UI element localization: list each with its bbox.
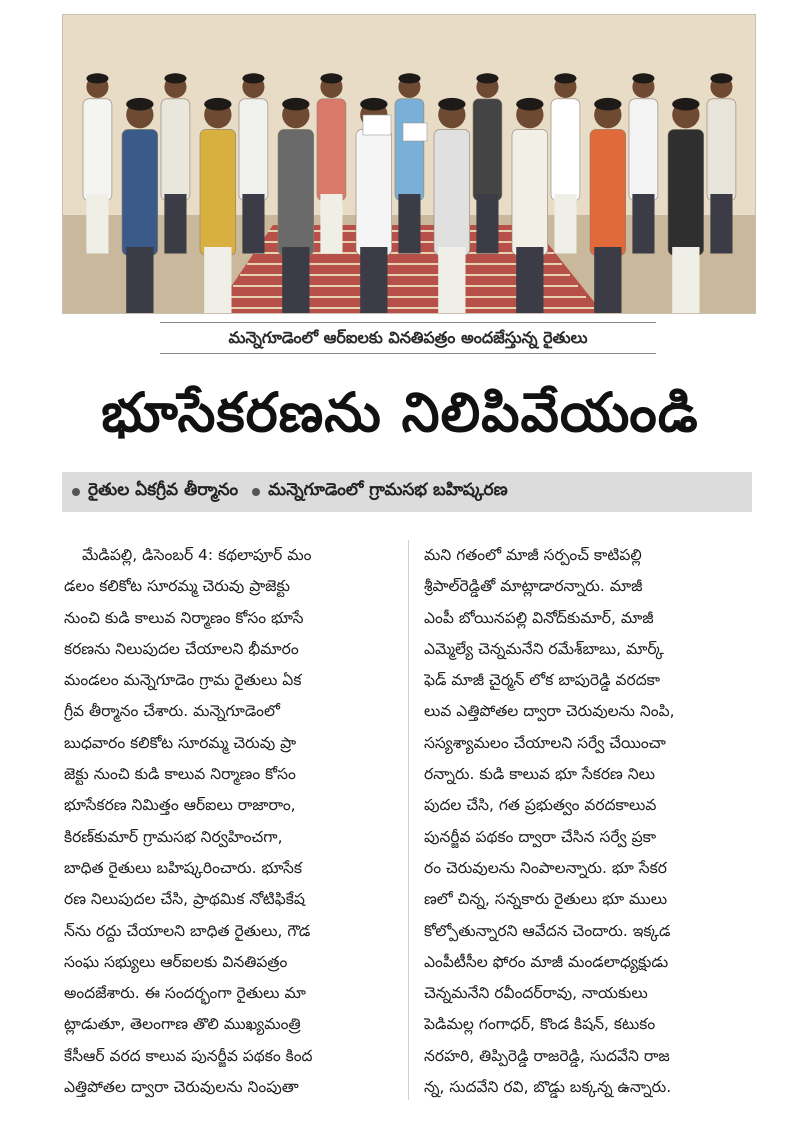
- person-body: [278, 129, 314, 255]
- person-legs: [710, 194, 732, 254]
- subheading-bar: [62, 472, 752, 512]
- person-hair: [126, 98, 153, 111]
- article-line: కిరణ్‌కుమార్ గ్రామసభ నిర్వహించగా,: [64, 827, 283, 846]
- article-line: భూసేకరణ నిమిత్తం ఆర్ఐలు రాజారాం,: [64, 796, 296, 815]
- article-line: రం చెరువులను నింపాలన్నారు. భూ సేకర: [424, 858, 667, 877]
- person-legs: [282, 247, 309, 313]
- article-line: రన్నారు. కుడి కాలువ భూ సేకరణ నిలు: [424, 765, 656, 784]
- person-body: [707, 99, 736, 201]
- person-body: [122, 129, 158, 255]
- article-line: ఎంపీటీసీల ఫోరం మాజీ మండలాధ్యక్షుడు: [424, 952, 669, 971]
- article-line: ణలో చిన్న, సన్నకారు రైతులు భూ ములు: [424, 890, 668, 909]
- article-line: నరహరి, తిప్పిరెడ్డి రాజరెడ్డి, సుదవేని రాజ: [424, 1046, 670, 1065]
- person-body: [551, 99, 580, 201]
- person-legs: [476, 194, 498, 254]
- article-line: పునర్జీవ పథకం ద్వారా చేసిన సర్వే ప్రకా: [424, 827, 657, 846]
- article-line: శ్రీపాల్‌రెడ్డితో మాట్లాడారన్నారు. మాజీ: [424, 577, 643, 596]
- person-legs: [632, 194, 654, 254]
- person-body: [512, 129, 548, 255]
- bullet-icon: [252, 488, 260, 496]
- bullet-icon: [72, 488, 80, 496]
- person-legs: [438, 247, 465, 313]
- person-body: [200, 129, 236, 255]
- person-legs: [86, 194, 108, 254]
- person-body: [356, 129, 392, 255]
- article-line: ఫెడ్ మాజీ చైర్మన్ లోక బాపురెడ్డి వరదకా: [424, 671, 661, 690]
- person-legs: [164, 194, 186, 254]
- person-hair: [164, 73, 186, 83]
- subheading-item: [72, 480, 238, 504]
- article-line: పెడిమల్ల గంగాధర్, కొండ కిషన్, కటుకం: [424, 1015, 656, 1034]
- article-line: సస్యశ్యామలం చేయాలని సర్వే చేయించా: [424, 733, 666, 752]
- article-line: చెన్నమనేని రవీందర్‌రావు, నాయకులు: [424, 984, 648, 1003]
- person-hair: [554, 73, 576, 83]
- person-legs: [320, 194, 342, 254]
- article-line: ఎంపీ బోయినపల్లి వినోద్‌కుమార్, మాజీ: [424, 608, 654, 627]
- person-legs: [554, 194, 576, 254]
- article-line: గ్రీవ తీర్మానం చేశారు. మన్నెగూడెంలో: [64, 702, 280, 721]
- person-hair: [438, 98, 465, 111]
- person-hair: [516, 98, 543, 111]
- article-line: మండలం మన్నెగూడెం గ్రామ రైతులు ఏక: [64, 671, 302, 690]
- article-line: ట్లాడుతూ, తెలంగాణ తొలి ముఖ్యమంత్రి: [64, 1015, 301, 1034]
- person-hair: [360, 98, 387, 111]
- article-column-left: [64, 540, 400, 1103]
- person-body: [434, 129, 470, 255]
- person-hair: [86, 73, 108, 83]
- article-line: రణ నిలుపుదల చేసి, ప్రాథమిక నోటిఫికేష: [64, 890, 305, 909]
- person-body: [668, 129, 704, 255]
- person-body: [395, 99, 424, 201]
- subheading-text: మన్నెగూడెంలో గ్రామసభ బహిష్కరణ: [268, 480, 508, 500]
- article-line: డలం కలికోట సూరమ్మ చెరువు ప్రాజెక్టు: [64, 577, 290, 596]
- person-legs: [126, 247, 153, 313]
- article-line: ఎమ్మెల్యే చెన్నమనేని రమేశ్‌బాబు, మార్క్: [424, 639, 664, 658]
- person-legs: [242, 194, 264, 254]
- news-photo: [62, 14, 756, 314]
- article-column-right: [424, 540, 760, 1103]
- person-legs: [360, 247, 387, 313]
- article-line: అందజేశారు. ఈ సందర్భంగా రైతులు మా: [64, 984, 306, 1003]
- article-line: కేసీఆర్ వరద కాలువ పునర్జీవ పథకం కింద: [64, 1046, 313, 1065]
- person-hair: [282, 98, 309, 111]
- subheading-item: [252, 480, 508, 504]
- person-hair: [204, 98, 231, 111]
- person-legs: [594, 247, 621, 313]
- article-line: న్న, సుదవేని రవి, బొడ్డు బక్కన్న ఉన్నారు.: [424, 1078, 672, 1097]
- petition-paper: [403, 123, 427, 141]
- article-line: కోల్పోతున్నారని ఆవేదన చెందారు. ఇక్కడ: [424, 921, 671, 940]
- person-hair: [242, 73, 264, 83]
- photo-caption: మన్నెగూడెంలో ఆర్ఐలకు వినతిపత్రం అందజేస్తున్న రైతులు: [160, 322, 656, 354]
- group-photo-image: [63, 15, 755, 313]
- person-body: [161, 99, 190, 201]
- person-legs: [672, 247, 699, 313]
- person-hair: [710, 73, 732, 83]
- article-line: జెక్టు నుంచి కుడి కాలువ నిర్మాణం కోసం: [64, 765, 296, 784]
- person-legs: [398, 194, 420, 254]
- person-hair: [476, 73, 498, 83]
- article-line: కరణను నిలుపుదల చేయాలని భీమారం: [64, 639, 299, 658]
- headline: భూసేకరణను నిలిపివేయండి: [101, 381, 699, 444]
- column-divider: [408, 540, 409, 1100]
- article-line: బాధిత రైతులు బహిష్కరించారు. భూసేక: [64, 858, 303, 877]
- article-line: సంఘ సభ్యులు ఆర్ఐలకు వినతిపత్రం: [64, 952, 288, 971]
- article-line: మేడిపల్లి, డిసెంబర్ 4: కథలాపూర్ మం: [82, 546, 312, 564]
- article-line: మని గతంలో మాజీ సర్పంచ్ కాటిపల్లి: [424, 546, 642, 564]
- person-hair: [632, 73, 654, 83]
- subheading-text: రైతుల ఏకగ్రీవ తీర్మానం: [88, 480, 239, 500]
- person-legs: [204, 247, 231, 313]
- article-line: నుంచి కుడి కాలువ నిర్మాణం కోసం భూసే: [64, 608, 304, 627]
- person-body: [473, 99, 502, 201]
- article-line: ఎత్తిపోతల ద్వారా చెరువులను నింపుతా: [64, 1078, 299, 1097]
- article-line: లువ ఎత్తిపోతల ద్వారా చెరువులను నింపి,: [424, 702, 675, 721]
- article-line: బుధవారం కలికోట సూరమ్మ చెరువు ప్రా: [64, 733, 297, 752]
- person-body: [317, 99, 346, 201]
- person-body: [83, 99, 112, 201]
- article-line: న్‌ను రద్దు చేయాలని బాధిత రైతులు, గౌడ: [64, 921, 311, 940]
- person-body: [239, 99, 268, 201]
- person-legs: [516, 247, 543, 313]
- person-body: [629, 99, 658, 201]
- person-hair: [594, 98, 621, 111]
- person-hair: [320, 73, 342, 83]
- person-hair: [398, 73, 420, 83]
- person-hair: [672, 98, 699, 111]
- petition-paper: [363, 115, 391, 135]
- article-line: పుదల చేసి, గత ప్రభుత్వం వరదకాలువ: [424, 796, 657, 815]
- person-body: [590, 129, 626, 255]
